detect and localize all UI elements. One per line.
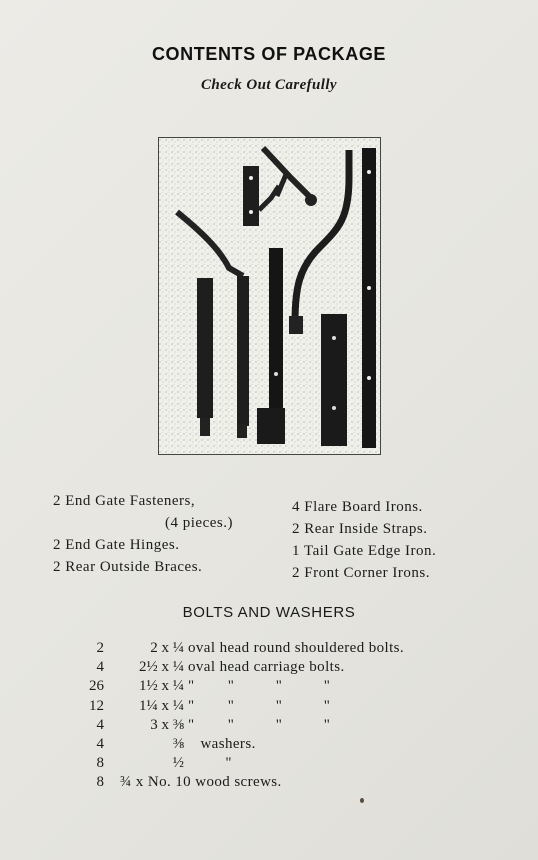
bolt-qty: 2 <box>96 640 104 656</box>
part-item: 2 Front Corner Irons. <box>292 565 430 581</box>
bolt-desc: " " " " <box>188 678 331 695</box>
bolt-row <box>60 754 500 773</box>
bolt-row <box>60 697 500 716</box>
bolt-row <box>60 639 500 658</box>
bolt-row <box>60 677 500 696</box>
rear-inside-strap <box>362 148 376 448</box>
part-item: 2 End Gate Fasteners, <box>53 493 196 509</box>
bolts-table <box>60 639 500 793</box>
part-item: 2 Rear Inside Straps. <box>292 521 428 537</box>
bolt-desc: washers. <box>188 735 256 752</box>
bolt-qty: 4 <box>96 659 104 676</box>
corner-block-iron <box>321 314 347 446</box>
parts-list-right <box>292 496 512 584</box>
bolt-size: 1¼ x ¼ <box>139 697 184 714</box>
bolt-row <box>60 735 500 754</box>
part-item: 4 Flare Board Irons. <box>292 499 423 515</box>
bolt-row <box>60 716 500 735</box>
part-item: (4 pieces.) <box>165 515 233 531</box>
bolt-size: 1½ x ¼ <box>139 678 184 695</box>
bolt-size: 2 x ¼ <box>150 640 184 656</box>
bolt-qty: 12 <box>89 697 104 714</box>
bolt-size: ½ <box>172 755 184 772</box>
section-title: BOLTS AND WASHERS <box>182 604 356 621</box>
bolt-size: 3 x ⅜ <box>150 716 184 733</box>
page-subtitle: Check Out Carefully <box>201 77 337 93</box>
bolt-desc: oval head round shouldered bolts. <box>188 640 405 656</box>
bolt-qty: 8 <box>96 774 104 791</box>
paper-speck <box>360 798 364 803</box>
bolt-desc: " " " " <box>188 716 331 733</box>
bolt-desc: ¾ x No. 10 wood screws. <box>120 774 282 791</box>
parts-photo-illustration <box>159 138 380 454</box>
bolt-desc: " <box>188 755 232 772</box>
bolt-qty: 8 <box>96 755 104 772</box>
bolt-qty: 4 <box>96 716 104 733</box>
part-item: 2 Rear Outside Braces. <box>53 559 203 575</box>
bolt-desc: " " " " <box>188 697 331 714</box>
bolt-qty: 26 <box>89 678 104 695</box>
bolt-size: ⅜ <box>172 735 184 752</box>
bolt-desc: oval head carriage bolts. <box>188 659 345 676</box>
bolt-size: 2½ x ¼ <box>139 659 184 676</box>
bolt-qty: 4 <box>96 735 104 752</box>
bolt-row <box>60 658 500 677</box>
part-item: 1 Tail Gate Edge Iron. <box>292 543 437 559</box>
parts-photo <box>158 137 381 455</box>
bolt-row <box>60 773 500 792</box>
part-item: 2 End Gate Hinges. <box>53 537 180 553</box>
parts-list-left <box>53 490 283 578</box>
page-title: CONTENTS OF PACKAGE <box>151 44 387 64</box>
